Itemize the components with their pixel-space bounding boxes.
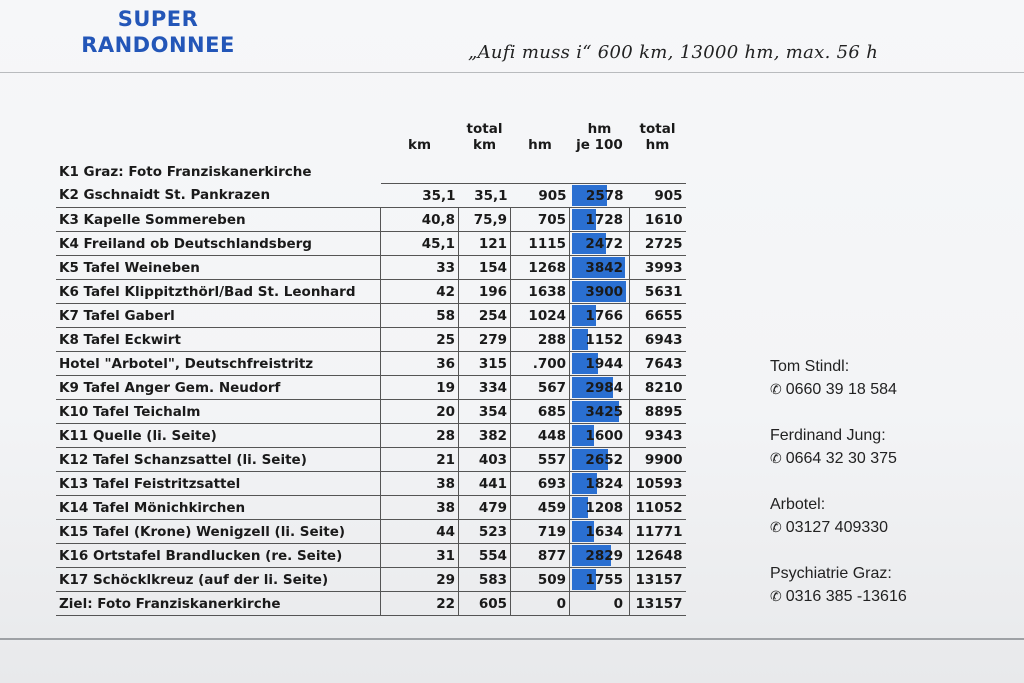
table-row (56, 184, 686, 208)
total-km-cell: 554 (459, 544, 511, 568)
total-hm-cell: 11771 (630, 520, 686, 544)
hm-per-100-value: 3842 (585, 259, 623, 276)
hm-cell: 905 (511, 184, 570, 208)
header-top-cell (56, 114, 381, 137)
brand-line-2: RANDONNEE (81, 33, 235, 57)
total-hm-cell: 7643 (630, 352, 686, 376)
hm-per-100-cell (570, 352, 630, 376)
table-row (56, 424, 686, 448)
hm-per-100-cell (570, 496, 630, 520)
total-hm-cell: 3993 (630, 256, 686, 280)
hm-cell: 448 (511, 424, 570, 448)
phone-icon: ✆ (770, 519, 782, 535)
km-cell: 33 (381, 256, 459, 280)
checkpoint-name: K3 Kapelle Sommereben (56, 208, 381, 232)
checkpoint-name: K7 Tafel Gaberl (56, 304, 381, 328)
km-cell: 35,1 (381, 184, 459, 208)
route-motto: „Aufi muss i“ 600 km, 13000 hm, max. 56 h (468, 42, 879, 63)
hm-cell: 685 (511, 400, 570, 424)
hm-per-100-cell (570, 184, 630, 208)
hm-cell: 1638 (511, 280, 570, 304)
brand-line-1: SUPER (117, 7, 199, 31)
hm-cell: 719 (511, 520, 570, 544)
total-km-cell: 35,1 (459, 184, 511, 208)
km-cell: 40,8 (381, 208, 459, 232)
phone-icon: ✆ (770, 381, 782, 397)
brand-logo (58, 6, 258, 58)
total-km-cell: 334 (459, 376, 511, 400)
total-hm-cell: 13157 (630, 592, 686, 616)
hm-cell: 877 (511, 544, 570, 568)
hm-per-100-value: 1600 (585, 427, 623, 444)
hm-cell: 705 (511, 208, 570, 232)
hm-cell: 509 (511, 568, 570, 592)
hm-cell: 0 (511, 592, 570, 616)
hm-cell: .700 (511, 352, 570, 376)
contact-name: Psychiatrie Graz: (770, 565, 892, 582)
hm-per-100-value: 3900 (585, 283, 623, 300)
checkpoint-name: K17 Schöcklkreuz (auf der li. Seite) (56, 568, 381, 592)
km-cell: 38 (381, 496, 459, 520)
start-label: K1 Graz: Foto Franziskanerkirche (59, 163, 312, 180)
table-row (56, 496, 686, 520)
km-cell: 38 (381, 472, 459, 496)
contact-entry (770, 563, 1000, 608)
hm-cell: 459 (511, 496, 570, 520)
table-row (56, 400, 686, 424)
total-km-cell: 479 (459, 496, 511, 520)
hm-cell: 288 (511, 328, 570, 352)
total-km-cell: 605 (459, 592, 511, 616)
km-cell: 25 (381, 328, 459, 352)
km-cell: 22 (381, 592, 459, 616)
checkpoint-name: K2 Gschnaidt St. Pankrazen (59, 187, 271, 204)
km-cell: 28 (381, 424, 459, 448)
table-row (56, 448, 686, 472)
table-row (56, 568, 686, 592)
hm-per-100-value: 1728 (585, 211, 623, 228)
header-row-bottom (56, 137, 686, 160)
header-divider (0, 72, 1024, 73)
header-bottom-cell: hm (528, 137, 552, 153)
hm-cell: 567 (511, 376, 570, 400)
hm-per-100-cell (570, 280, 630, 304)
checkpoint-name: K10 Tafel Teichalm (56, 400, 381, 424)
table-row (56, 472, 686, 496)
hm-per-100-value: 1944 (585, 355, 623, 372)
checkpoint-name: K6 Tafel Klippitzthörl/Bad St. Leonhard (56, 280, 381, 304)
checkpoint-name: K9 Tafel Anger Gem. Neudorf (56, 376, 381, 400)
total-hm-cell: 10593 (630, 472, 686, 496)
table-row (56, 208, 686, 232)
header-top-cell (511, 114, 570, 137)
hm-cell: 1268 (511, 256, 570, 280)
contact-phone-line (770, 516, 1000, 539)
table-row (56, 328, 686, 352)
total-km-cell: 121 (459, 232, 511, 256)
hm-per-100-cell (570, 256, 630, 280)
checkpoint-name: K14 Tafel Mönichkirchen (56, 496, 381, 520)
hm-per-100-value: 1152 (585, 331, 623, 348)
footer-divider (0, 638, 1024, 640)
checkpoint-name: Ziel: Foto Franziskanerkirche (56, 592, 381, 616)
table-row (56, 376, 686, 400)
km-cell: 19 (381, 376, 459, 400)
total-km-cell: 441 (459, 472, 511, 496)
total-hm-cell: 12648 (630, 544, 686, 568)
header-top-cell: hm (587, 121, 612, 137)
hm-per-100-value: 2472 (585, 235, 623, 252)
total-km-cell: 382 (459, 424, 511, 448)
start-row (56, 160, 686, 184)
header-bottom-cell (56, 137, 381, 160)
total-km-cell: 154 (459, 256, 511, 280)
hm-per-100-value: 2829 (585, 547, 623, 564)
contact-phone: 0316 385 -13616 (785, 588, 907, 605)
checkpoint-name: K4 Freiland ob Deutschlandsberg (56, 232, 381, 256)
checkpoint-name: K5 Tafel Weineben (56, 256, 381, 280)
contact-phone-line (770, 585, 1000, 608)
contact-phone: 0660 39 18 584 (785, 381, 897, 398)
phone-icon: ✆ (770, 450, 782, 466)
checkpoint-name: K16 Ortstafel Brandlucken (re. Seite) (56, 544, 381, 568)
table-row (56, 520, 686, 544)
contact-name: Ferdinand Jung: (770, 427, 886, 444)
total-km-cell: 75,9 (459, 208, 511, 232)
km-cell: 20 (381, 400, 459, 424)
hm-per-100-cell (570, 208, 630, 232)
hm-per-100-value: 2652 (585, 451, 623, 468)
table-row (56, 280, 686, 304)
total-km-cell: 403 (459, 448, 511, 472)
hm-per-100-cell (570, 304, 630, 328)
total-hm-cell: 905 (630, 184, 686, 208)
table-row (56, 592, 686, 616)
header-bottom-cell: je 100 (576, 137, 623, 153)
total-hm-cell: 5631 (630, 280, 686, 304)
hm-per-100-cell (570, 520, 630, 544)
header-bottom-cell: hm (645, 137, 670, 153)
hm-per-100-cell (570, 400, 630, 424)
hm-cell: 557 (511, 448, 570, 472)
phone-icon: ✆ (770, 588, 782, 604)
total-km-cell: 523 (459, 520, 511, 544)
table-row (56, 544, 686, 568)
contact-list (770, 356, 1000, 632)
table-row (56, 232, 686, 256)
route-body (56, 184, 686, 616)
hm-per-100-cell (570, 376, 630, 400)
header-top-cell: total (639, 121, 676, 137)
total-hm-cell: 13157 (630, 568, 686, 592)
checkpoint-name: K15 Tafel (Krone) Wenigzell (li. Seite) (56, 520, 381, 544)
hm-per-100-value: 2578 (585, 187, 624, 204)
contact-entry (770, 356, 1000, 401)
route-table (56, 114, 686, 616)
contact-phone-line (770, 378, 1000, 401)
contact-name: Tom Stindl: (770, 358, 850, 375)
hm-per-100-value: 2984 (585, 379, 623, 396)
contact-phone: 0664 32 30 375 (785, 450, 897, 467)
table-row (56, 256, 686, 280)
hm-per-100-cell (570, 328, 630, 352)
total-km-cell: 315 (459, 352, 511, 376)
header-top-cell (381, 114, 459, 137)
checkpoint-name: Hotel "Arbotel", Deutschfreistritz (56, 352, 381, 376)
contact-phone-line (770, 447, 1000, 470)
checkpoint-name: K12 Tafel Schanzsattel (li. Seite) (56, 448, 381, 472)
header-bottom-cell: km (407, 137, 432, 153)
contact-name: Arbotel: (770, 496, 826, 513)
checkpoint-name: K11 Quelle (li. Seite) (56, 424, 381, 448)
contact-entry (770, 425, 1000, 470)
hm-per-100-value: 1634 (585, 523, 623, 540)
header-top-cell: total (466, 121, 503, 137)
total-hm-cell: 6655 (630, 304, 686, 328)
km-cell: 58 (381, 304, 459, 328)
contact-phone: 03127 409330 (785, 519, 889, 536)
header-bottom-cell: km (472, 137, 497, 153)
hm-per-100-cell (570, 424, 630, 448)
hm-per-100-value: 1755 (585, 571, 623, 588)
total-hm-cell: 2725 (630, 232, 686, 256)
checkpoint-name: K13 Tafel Feistritzsattel (56, 472, 381, 496)
total-hm-cell: 9343 (630, 424, 686, 448)
hm-per-100-value: 1208 (585, 499, 623, 516)
km-cell: 36 (381, 352, 459, 376)
hm-per-100-cell (570, 568, 630, 592)
table-row (56, 352, 686, 376)
total-km-cell: 354 (459, 400, 511, 424)
km-cell: 45,1 (381, 232, 459, 256)
total-hm-cell: 6943 (630, 328, 686, 352)
total-km-cell: 583 (459, 568, 511, 592)
hm-per-100-value: 0 (613, 595, 623, 612)
header-row-top (56, 114, 686, 137)
hm-per-100-cell (570, 592, 630, 616)
km-cell: 31 (381, 544, 459, 568)
hm-per-100-value: 1824 (585, 475, 623, 492)
total-hm-cell: 8895 (630, 400, 686, 424)
hm-per-100-cell (570, 232, 630, 256)
km-cell: 29 (381, 568, 459, 592)
total-hm-cell: 11052 (630, 496, 686, 520)
hm-per-100-cell (570, 448, 630, 472)
contact-entry (770, 494, 1000, 539)
checkpoint-name: K8 Tafel Eckwirt (56, 328, 381, 352)
km-cell: 44 (381, 520, 459, 544)
km-cell: 42 (381, 280, 459, 304)
hm-cell: 1024 (511, 304, 570, 328)
hm-per-100-cell (570, 544, 630, 568)
hm-per-100-cell (570, 472, 630, 496)
hm-per-100-value: 1766 (585, 307, 623, 324)
hm-cell: 693 (511, 472, 570, 496)
total-km-cell: 254 (459, 304, 511, 328)
total-hm-cell: 8210 (630, 376, 686, 400)
total-hm-cell: 9900 (630, 448, 686, 472)
hm-cell: 1115 (511, 232, 570, 256)
km-cell: 21 (381, 448, 459, 472)
table-row (56, 304, 686, 328)
total-km-cell: 279 (459, 328, 511, 352)
total-hm-cell: 1610 (630, 208, 686, 232)
total-km-cell: 196 (459, 280, 511, 304)
hm-per-100-value: 3425 (585, 403, 623, 420)
